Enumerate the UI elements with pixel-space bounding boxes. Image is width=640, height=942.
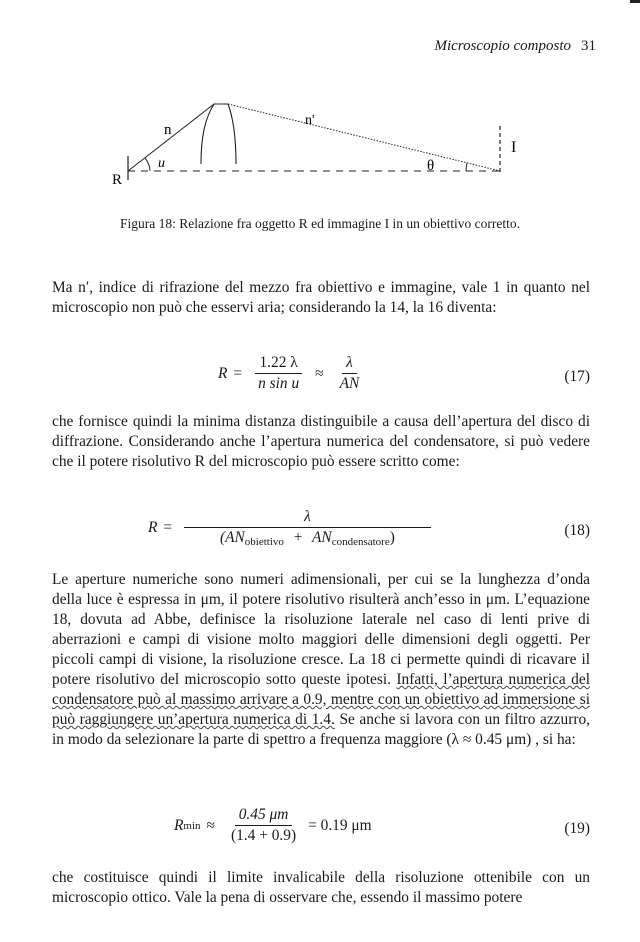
eq17-denominator-2: AN [339, 375, 360, 392]
paragraph-3c: Se anche si lavora con un filtro azzurro, in modo da selezionare la parte di spettro a frequenza maggiore (λ ≈ 0.45 μm) , si ha: [52, 711, 591, 748]
label-R: R [112, 172, 123, 188]
eq18-numerator: λ [184, 508, 431, 528]
label-I: I [511, 139, 517, 156]
page-number: 31 [581, 38, 596, 54]
label-n-prime: n' [305, 113, 315, 128]
eq19-lhs: R [174, 816, 184, 834]
paragraph-3b-underlined: Infatti, l’apertura numerica del condensatore può al massimo arrivare a 0.9, mentre con un obiettivo ad immersione si può raggiungere un’apertura numerica di 1.4. [52, 671, 590, 728]
eq18-fraction [184, 508, 431, 548]
paragraph-2-text: che fornisce quindi la minima distanza distinguibile a causa dell’apertura del disco di diffrazione. Considerando anche l’apertura numerica del condensatore, si può vedere che il potere risolutivo R del microscopio può essere scritto come: [52, 413, 590, 470]
eq18-denominator [216, 528, 399, 548]
eq19-denominator: (1.4 + 0.9) [230, 827, 297, 844]
eq18-den-a-sub: obiettivo [244, 536, 284, 548]
eq18-den-close: ) [389, 529, 395, 546]
eq18-den-a: (AN [219, 529, 245, 546]
eq19-result: = 0.19 μm [308, 816, 372, 834]
paragraph-2 [52, 412, 590, 472]
paragraph-1: Ma n′, indice di rifrazione del mezzo fra obiettivo e immagine, vale 1 in quanto nel microscopio non può che esservi aria; considerando la 14, la 16 diventa: [52, 279, 590, 316]
eq17-approx: ≈ [315, 364, 324, 382]
figure-caption: Figura 18: Relazione fra oggetto R ed immagine I in un obiettivo corretto. [119, 216, 521, 231]
eq19-lhs-sub: min [183, 819, 201, 832]
eq19-numerator: 0.45 μm [235, 806, 293, 826]
eq17-numerator-1: 1.22 λ [255, 354, 301, 374]
objective-lens [201, 104, 236, 164]
eq19-approx: ≈ [206, 816, 215, 834]
label-u: u [158, 156, 165, 171]
angle-u-arc [145, 158, 150, 171]
paragraph-3 [52, 570, 590, 750]
eq18-den-b-sub: condensatore [331, 536, 390, 548]
ray-image-side [228, 104, 500, 171]
eq17-label: (17) [564, 368, 590, 385]
paragraph-3a: Le aperture numeriche sono numeri adimensionali, per cui se la lunghezza d’onda della luce è espressa in μm, il potere risolutivo risulterà anch’esso in μm. L’equazione 18, dovuta ad Abbe, definisce la risoluzione laterale nel caso di lenti prive di aberrazioni e campi di visione molto maggiori delle dimensioni degli oggetti. Per piccoli campi di visione, la risoluzione cresce. La 18 ci permette quindi di ricavare il potere risolutivo del microscopio sotto queste ipotesi. [52, 571, 590, 688]
equation-18 [52, 508, 590, 558]
scan-corner-mark [630, 0, 640, 3]
eq17-numerator-2: λ [342, 354, 357, 374]
eq17-fraction-2 [336, 354, 364, 393]
eq19-label: (19) [564, 820, 590, 837]
label-n: n [164, 122, 172, 138]
eq18-den-plus: + [293, 529, 303, 546]
equation-19 [52, 806, 590, 856]
eq18-lhs: R [148, 519, 158, 536]
label-theta: θ [427, 158, 435, 174]
running-header [434, 38, 596, 55]
running-title: Microscopio composto [434, 38, 571, 54]
angle-theta-arc [466, 163, 467, 171]
eq17-denominator-1: n sin u [258, 375, 300, 392]
equation-17 [52, 354, 590, 404]
eq19-fraction [227, 806, 300, 845]
eq18-equals: = [163, 519, 173, 536]
figure-18-diagram [0, 90, 640, 200]
eq18-den-b: AN [312, 529, 332, 546]
eq18-label: (18) [564, 522, 590, 539]
eq17-fraction-1 [254, 354, 303, 393]
eq17-equals: = [233, 364, 243, 382]
eq17-lhs: R [218, 364, 228, 382]
paragraph-4: che costituisce quindi il limite invalicabile della risoluzione ottenibile con un microscopio ottico. Vale la pena di osservare che, essendo il massimo potere [52, 869, 590, 906]
